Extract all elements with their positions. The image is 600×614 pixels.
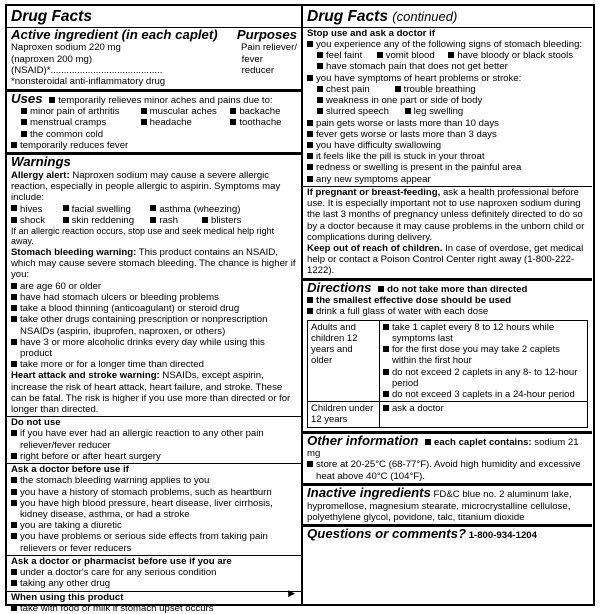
bullet-icon <box>307 41 313 47</box>
do-not-use-text: right before or after heart surgery <box>20 450 161 462</box>
bullet-icon <box>11 580 17 586</box>
uses-intro: temporarily relieves minor aches and pains due to: <box>58 94 273 106</box>
bullet-icon <box>307 461 313 467</box>
allergy-after: If an allergic reaction occurs, stop use and seek medical help right away. <box>11 225 275 247</box>
bullet-icon <box>395 86 401 92</box>
sign-item: slurred speech <box>326 106 389 118</box>
stop-use-item <box>307 118 588 129</box>
stop-use-item <box>307 140 588 151</box>
storage-text: store at 20-25°C (68-77°F). Avoid high humidity and excessive heat above 40°C (104°F). <box>316 459 581 482</box>
drug-facts-panel <box>5 4 595 614</box>
ask-doctor-item <box>11 475 297 486</box>
pregnant-label: If pregnant or breast-feeding, <box>307 186 441 198</box>
use-item: menstrual cramps <box>30 117 107 129</box>
bullet-icon <box>317 52 323 58</box>
inactive-ingredients <box>307 486 588 523</box>
bleeding-signs <box>307 50 588 72</box>
stomach-warning <box>11 247 297 281</box>
stop-use-text: you experience any of the following signs of stomach bleeding: <box>316 39 583 51</box>
use-item: minor pain of arthritis <box>30 106 120 118</box>
purposes-heading: Purposes <box>236 26 297 42</box>
nsaid-footnote: *nonsteroidal anti-inflammatory drug <box>11 76 166 88</box>
symptom-item: shock <box>20 214 46 226</box>
stop-use-text: fever gets worse or lasts more than 3 days <box>316 128 497 140</box>
stop-use-text: any new symptoms appear <box>316 173 431 185</box>
bullet-icon <box>317 63 323 69</box>
ask-pharmacist-text: under a doctor's care for any serious condition <box>20 567 217 579</box>
bullet-icon <box>307 164 313 170</box>
uses-heading: Uses <box>11 90 43 106</box>
bullet-icon <box>448 52 454 58</box>
keep-out-reach <box>307 243 588 277</box>
heart-signs <box>307 84 588 118</box>
sign-item: vomit blood <box>385 50 435 62</box>
stop-use-item <box>307 39 588 50</box>
sign-item: have bloody or black stools <box>457 50 574 62</box>
when-using-item <box>11 603 297 614</box>
active-line-1 <box>11 42 297 53</box>
sign-item: feel faint <box>326 50 363 62</box>
stop-use-heading: Stop use and ask a doctor if <box>307 27 435 39</box>
directions-section <box>307 281 588 428</box>
stomach-item <box>11 314 297 336</box>
bullet-icon <box>383 391 389 397</box>
caplet-label: each caplet contains: <box>434 436 532 448</box>
stop-use-item <box>307 174 588 185</box>
bullet-icon <box>21 131 27 137</box>
ask-doctor-item <box>11 520 297 531</box>
caplet-text: sodium 21 mg <box>307 436 579 460</box>
active-ingredient-heading: Active ingredient (in each caplet) <box>11 26 218 42</box>
continue-arrow-icon: ▶ <box>288 588 295 599</box>
use-item: muscular aches <box>149 106 217 118</box>
bullet-icon <box>11 205 17 211</box>
use-item: backache <box>239 106 281 118</box>
uses-list <box>11 106 297 140</box>
bullet-icon <box>49 97 55 103</box>
sign-item: chest pain <box>326 83 370 95</box>
bullet-icon <box>317 97 323 103</box>
active-line-2 <box>11 54 297 77</box>
stomach-item <box>11 281 297 292</box>
left-column <box>7 6 303 614</box>
bullet-icon <box>11 533 17 539</box>
stop-use-text: you have symptoms of heart problems or stroke: <box>316 72 522 84</box>
ask-doctor-item <box>11 487 297 498</box>
stop-use-item <box>307 129 588 140</box>
sign-item: trouble breathing <box>403 83 476 95</box>
dosage-item <box>383 322 584 344</box>
use-item: the common cold <box>30 128 104 140</box>
child-label: Children under 12 years <box>308 402 380 427</box>
bullet-icon <box>11 305 17 311</box>
do-not-use-heading: Do not use <box>11 417 61 429</box>
bullet-icon <box>307 308 313 314</box>
symptom-item: asthma (wheezing) <box>159 203 241 215</box>
table-row <box>308 320 588 401</box>
bullet-icon <box>378 286 384 292</box>
bullet-icon <box>11 217 17 223</box>
stop-use-section <box>307 28 588 185</box>
bullet-icon <box>11 316 17 322</box>
use-item: headache <box>149 117 192 129</box>
sign-item: leg swelling <box>413 106 464 118</box>
bullet-icon <box>141 108 147 114</box>
symptom-item: rash <box>159 214 179 226</box>
storage-item <box>307 459 588 482</box>
symptom-item: facial swelling <box>71 203 131 215</box>
dosage-text: for the first dose you may take 2 caplets within the first hour <box>392 344 560 367</box>
bullet-icon <box>150 205 156 211</box>
bullet-icon <box>141 119 147 125</box>
ask-pharmacist-heading: Ask a doctor or pharmacist before use if you are <box>11 555 232 567</box>
adult-label: Adults and children 12 years and older <box>308 320 380 401</box>
bullet-icon <box>307 142 313 148</box>
other-info-heading: Other information <box>307 432 419 448</box>
stop-use-text: pain gets worse or lasts more than 10 days <box>316 117 499 129</box>
bullet-icon <box>11 430 17 436</box>
ask-doctor-text: you have high blood pressure, heart disease, liver cirrhosis, kidney disease, asthma, or had a stroke <box>20 497 273 521</box>
symptom-item: hives <box>20 203 43 215</box>
warnings-section <box>11 155 297 614</box>
bullet-icon <box>21 108 27 114</box>
bullet-icon <box>425 439 431 445</box>
allergy-symptoms <box>11 204 297 226</box>
dosage-item <box>383 367 584 389</box>
bullet-icon <box>307 176 313 182</box>
ask-pharmacist-item <box>11 567 297 578</box>
use-item: toothache <box>239 117 282 129</box>
bullet-icon <box>11 500 17 506</box>
stomach-item <box>11 359 297 370</box>
allergy-alert <box>11 170 297 204</box>
bullet-icon <box>11 569 17 575</box>
bullet-icon <box>63 217 69 223</box>
stomach-item <box>11 303 297 314</box>
active-ingredient-detail: (naproxen 200 mg) (NSAID)*.......................................... <box>11 53 163 76</box>
direction-item: the smallest effective dose should be used <box>316 295 512 307</box>
keep-text: In case of overdose, get medical help or contact a Poison Control Center right away (1-800-222-1222). <box>307 242 584 277</box>
bullet-icon <box>11 605 17 611</box>
ask-doctor-item <box>11 498 297 520</box>
ask-doctor-heading: Ask a doctor before use if <box>11 464 129 476</box>
bullet-icon <box>317 108 323 114</box>
when-using-text: take with food or milk if stomach upset occurs <box>20 602 214 614</box>
bullet-icon <box>307 120 313 126</box>
inactive-text: FD&C blue no. 2 aluminum lake, hypromellose, magnesium stearate, microcrystalline cellulose, polyethylene glycol, povidone, talc, titanium dioxide <box>307 489 572 523</box>
heart-text: NSAIDs, except aspirin, increase the risk of heart attack, heart failure, and stroke. These can be fatal. The risk is higher if you use more than directed or for longer than directed. <box>11 370 291 416</box>
when-using-heading: When using this product <box>11 591 124 603</box>
purpose-2: fever reducer <box>241 53 275 76</box>
stop-use-text: it feels like the pill is stuck in your throat <box>316 151 485 163</box>
stop-use-item <box>307 151 588 162</box>
questions-heading: Questions or comments? <box>307 526 467 541</box>
other-information <box>307 434 588 482</box>
bullet-icon <box>11 453 17 459</box>
right-column <box>303 6 592 604</box>
dosage-item <box>383 389 584 400</box>
do-not-use-item <box>11 451 297 462</box>
dosage-table <box>307 320 588 428</box>
stomach-item-text: have 3 or more alcoholic drinks every day while using this product <box>20 336 265 359</box>
dosage-text: do not exceed 3 caplets in a 24-hour period <box>392 388 575 400</box>
ask-doctor-text: you have a history of stomach problems, such as heartburn <box>20 486 272 498</box>
bullet-icon <box>230 119 236 125</box>
dosage-text: do not exceed 2 caplets in any 8- to 12-hour period <box>392 366 578 389</box>
heart-warning <box>11 370 297 415</box>
symptom-item: blisters <box>211 214 242 226</box>
bullet-icon <box>377 52 383 58</box>
warnings-heading: Warnings <box>11 154 71 170</box>
dosage-text: ask a doctor <box>392 403 444 415</box>
bullet-icon <box>11 477 17 483</box>
bullet-icon <box>11 142 17 148</box>
sign-item: weakness in one part or side of body <box>326 95 483 107</box>
stomach-item-text: take more or for a longer time than directed <box>20 359 204 371</box>
dosage-item <box>383 344 584 366</box>
do-not-use-item <box>11 428 297 450</box>
stop-use-item <box>307 162 588 173</box>
table-row <box>308 402 588 427</box>
inactive-heading: Inactive ingredients <box>307 485 431 501</box>
stomach-item-text: take a blood thinning (anticoagulant) or steroid drug <box>20 303 240 315</box>
heart-label: Heart attack and stroke warning: <box>11 370 160 382</box>
stomach-text: This product contains an NSAID, which may cause severe stomach bleeding. The chance is higher if you: <box>11 246 296 281</box>
stop-use-item <box>307 73 588 84</box>
bullet-icon <box>383 346 389 352</box>
purpose-1: Pain reliever/ <box>241 42 297 54</box>
bullet-icon <box>307 297 313 303</box>
bullet-icon <box>317 86 323 92</box>
do-not-use-text: if you have ever had an allergic reaction to any other pain reliever/fever reducer <box>20 428 264 451</box>
bullet-icon <box>11 283 17 289</box>
drug-facts-title: Drug Facts <box>11 8 92 25</box>
uses-section <box>11 92 297 152</box>
bullet-icon <box>307 75 313 81</box>
ask-pharmacist-text: taking any other drug <box>20 578 111 590</box>
sign-item: have stomach pain that does not get better <box>326 61 508 73</box>
bullet-icon <box>63 205 69 211</box>
active-ingredient-header <box>11 28 297 43</box>
ask-pharmacist-item <box>11 578 297 589</box>
bullet-icon <box>405 108 411 114</box>
ask-doctor-text: the stomach bleeding warning applies to you <box>20 475 210 487</box>
continued-label: (continued) <box>392 9 458 24</box>
keep-label: Keep out of reach of children. <box>307 242 443 254</box>
bullet-icon <box>307 131 313 137</box>
child-instructions <box>380 402 588 427</box>
bullet-icon <box>230 108 236 114</box>
allergy-label: Allergy alert: <box>11 169 70 181</box>
stop-use-text: redness or swelling is present in the painful area <box>316 162 522 174</box>
bullet-icon <box>150 217 156 223</box>
stomach-item <box>11 292 297 303</box>
bullet-icon <box>383 405 389 411</box>
bullet-icon <box>11 361 17 367</box>
ask-doctor-item <box>11 531 297 553</box>
bullet-icon <box>11 489 17 495</box>
symptom-item: skin reddening <box>71 214 135 226</box>
bullet-icon <box>11 339 17 345</box>
adult-instructions <box>380 320 588 401</box>
stomach-item-text: are age 60 or older <box>20 280 102 292</box>
stop-use-text: you have difficulty swallowing <box>316 140 442 151</box>
pregnant-text: ask a health professional before use. It is especially important not to use naproxen sodium during the last 3 months of pregnancy unless definitely directed to do so by a doctor because it may cause problems in the unborn child or complications during delivery. <box>307 186 585 243</box>
questions-section <box>307 527 588 542</box>
stomach-item <box>11 337 297 359</box>
bullet-icon <box>11 522 17 528</box>
bullet-icon <box>21 119 27 125</box>
bullet-icon <box>383 369 389 375</box>
allergy-text: Naproxen sodium may cause a severe allergic reaction, especially in people allergic to aspirin. Symptoms may include: <box>11 169 281 204</box>
stomach-item-text: have had stomach ulcers or bleeding problems <box>20 291 219 303</box>
bullet-icon <box>383 324 389 330</box>
dosage-item <box>383 403 584 414</box>
drug-facts-continued-title <box>307 8 588 26</box>
stomach-item-text: take other drugs containing prescription or nonprescription NSAIDs (aspirin, ibuprofen, naproxen, or others) <box>20 314 268 337</box>
pregnancy-warning <box>307 187 588 243</box>
directions-heading: Directions <box>307 279 372 295</box>
title-text: Drug Facts <box>307 8 388 25</box>
uses-fever: temporarily reduces fever <box>20 140 129 152</box>
bullet-icon <box>202 217 208 223</box>
direction-item: drink a full glass of water with each dose <box>316 306 489 318</box>
bullet-icon <box>11 294 17 300</box>
direction-item: do not take more than directed <box>387 283 528 295</box>
active-ingredient-name: Naproxen sodium 220 mg <box>11 42 121 54</box>
questions-phone: 1-800-934-1204 <box>468 530 537 541</box>
bullet-icon <box>307 153 313 159</box>
stomach-label: Stomach bleeding warning: <box>11 246 137 258</box>
dosage-text: take 1 caplet every 8 to 12 hours while symptoms last <box>392 321 555 344</box>
ask-doctor-text: you are taking a diuretic <box>20 520 122 532</box>
ask-doctor-text: you have problems or serious side effects from taking pain relievers or fever reducers <box>20 531 268 554</box>
